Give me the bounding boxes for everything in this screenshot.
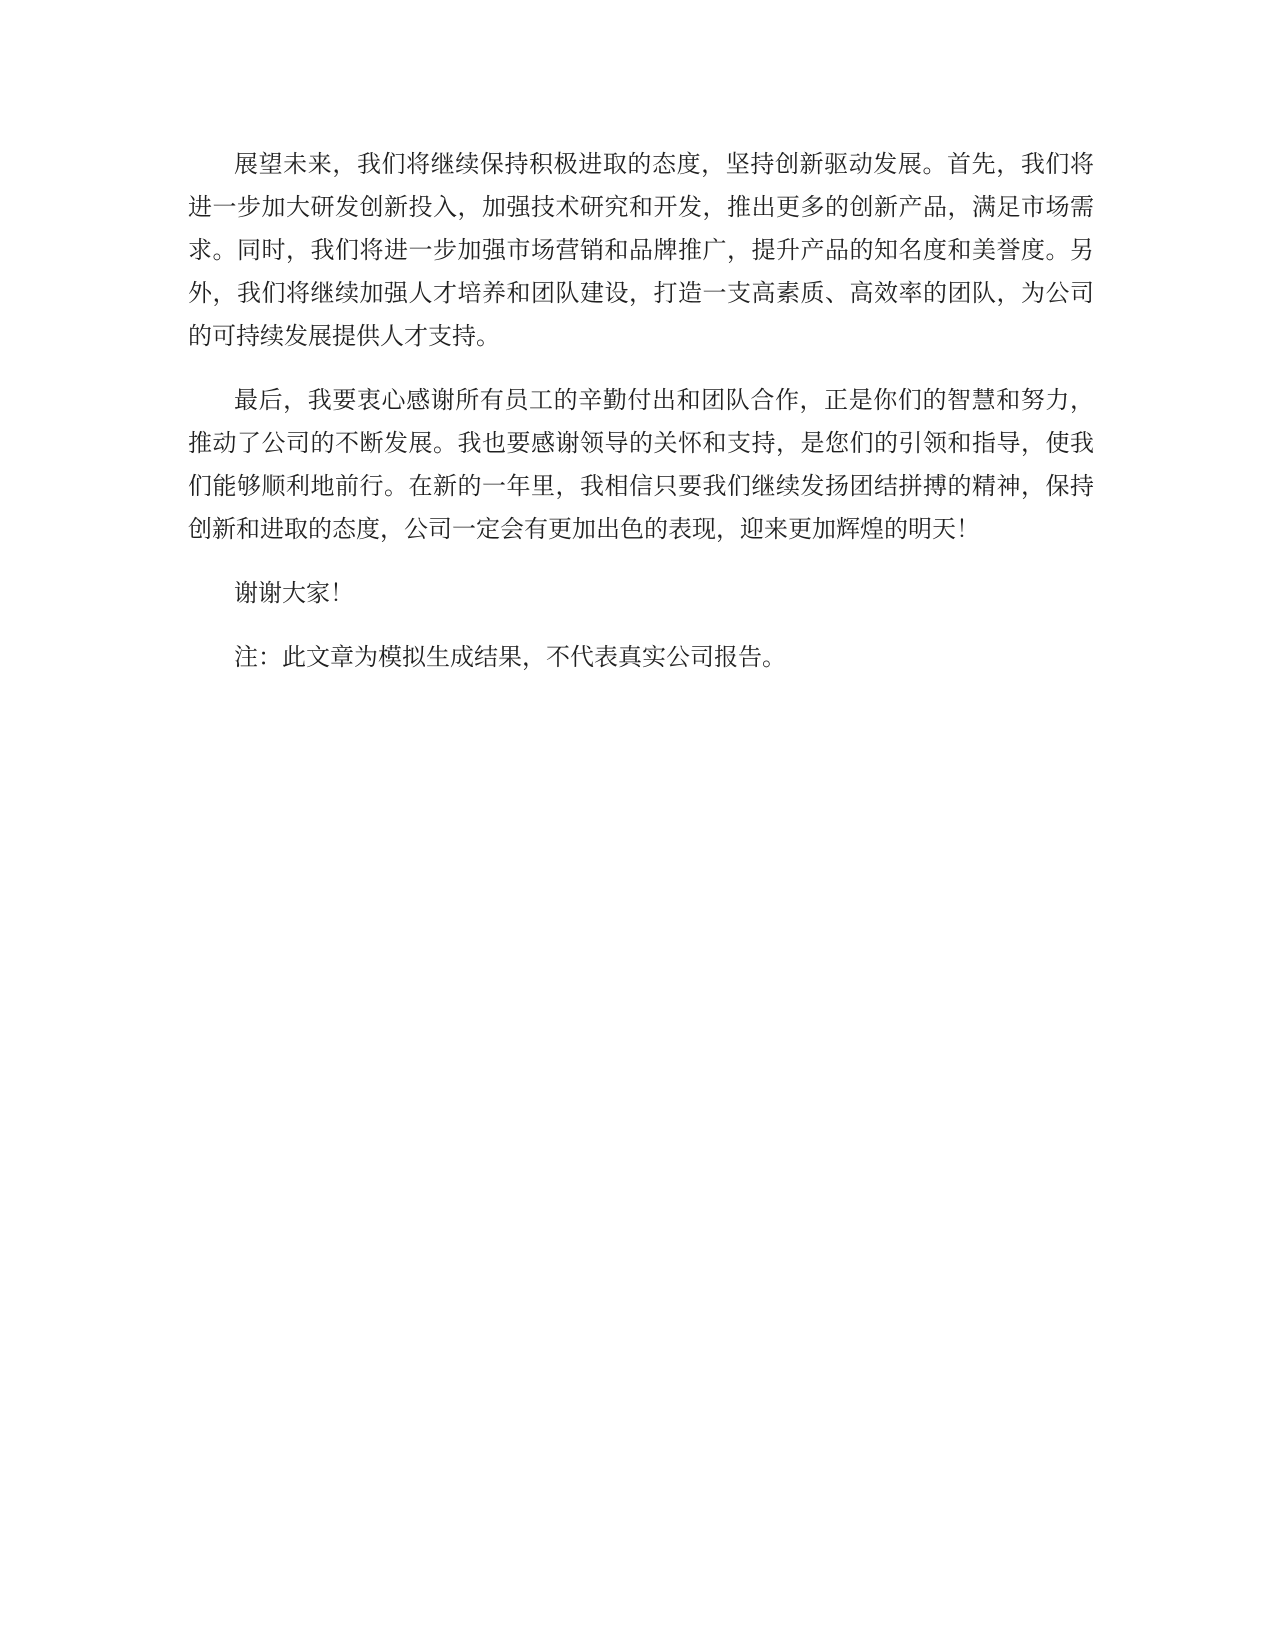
paragraph-outlook: 展望未来，我们将继续保持积极进取的态度，坚持创新驱动发展。首先，我们将进一步加大研发创新投入，加强技术研究和开发，推出更多的创新产品，满足市场需求。同时，我们将进一步加强市场营销和品牌推广，提升产品的知名度和美誉度。另外，我们将继续加强人才培养和团队建设，打造一支高素质、高效率的团队，为公司的可持续发展提供人才支持。 bbox=[188, 150, 1094, 350]
paragraph-note: 注：此文章为模拟生成结果，不代表真实公司报告。 bbox=[234, 643, 786, 671]
paragraph-thanks: 最后，我要衷心感谢所有员工的辛勤付出和团队合作，正是你们的智慧和努力，推动了公司的不断发展。我也要感谢领导的关怀和支持，是您们的引领和指导，使我们能够顺利地前行。在新的一年里，我相信只要我们继续发扬团结拼搏的精神，保持创新和进取的态度，公司一定会有更加出色的表现，迎来更加辉煌的明天！ bbox=[188, 386, 1094, 543]
document-body bbox=[188, 143, 1094, 700]
paragraph-closing: 谢谢大家！ bbox=[234, 579, 354, 607]
